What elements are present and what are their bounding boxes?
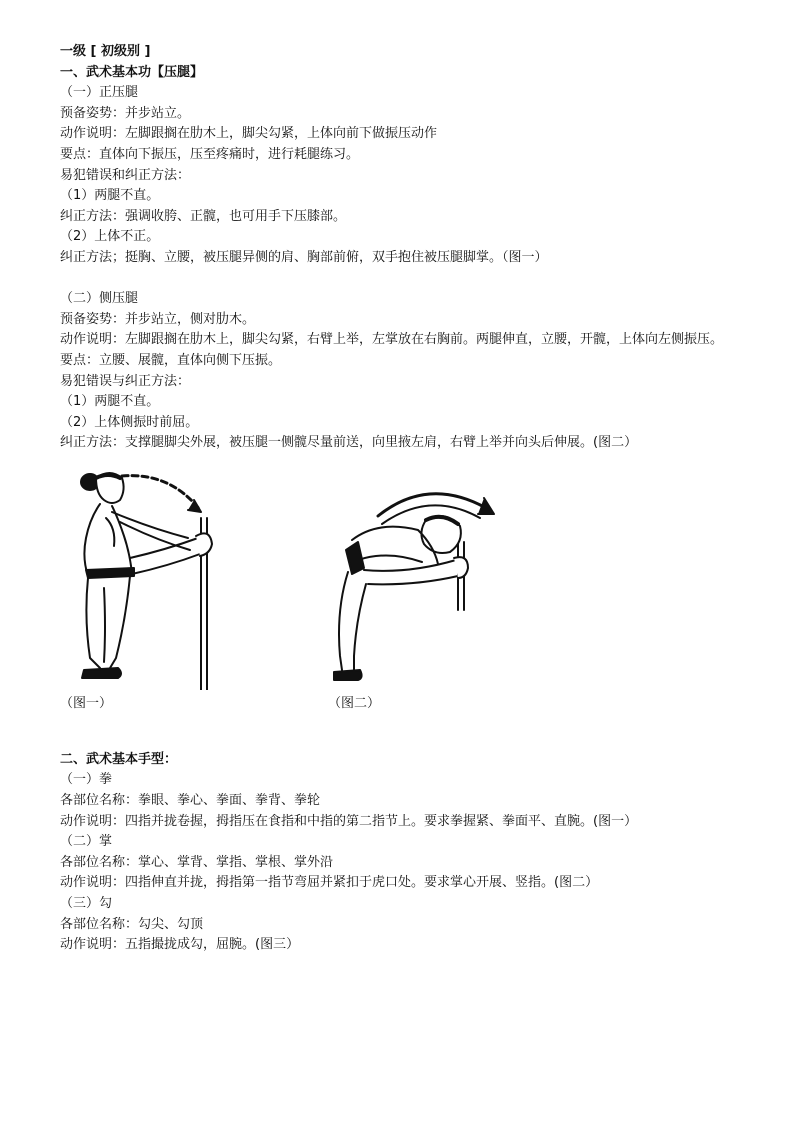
side-fix: 纠正方法：支撑腿脚尖外展，被压腿一侧髋尽量前送，向里掖左肩，右臂上举并向头后伸展。(图二） — [60, 435, 638, 451]
figure-1-caption: （图一） — [60, 695, 113, 711]
front-errors-title: 易犯错误和纠正方法： — [60, 167, 191, 183]
palm-parts: 各部位名称：掌心、掌背、掌指、掌根、掌外沿 — [60, 854, 334, 870]
palm-title: （二）掌 — [60, 834, 113, 850]
front-key: 要点：直体向下振压，压至疼痛时，进行耗腿练习。 — [60, 146, 360, 162]
side-error-1: （1）两腿不直。 — [60, 394, 160, 410]
front-error-2: （2）上体不正。 — [60, 229, 160, 245]
side-stretch-title: （二）侧压腿 — [60, 291, 139, 307]
figures-row — [60, 458, 750, 724]
spacer — [60, 269, 750, 290]
level-title: 一级 [ 初级别 ] — [60, 44, 151, 59]
side-action: 动作说明：左脚跟搁在肋木上，脚尖勾紧，右臂上举，左掌放在右胸前。两腿伸直，立腰，开髋，上体向左侧振压。 — [60, 332, 724, 348]
fist-title: （一）拳 — [60, 772, 113, 788]
front-leg-stretch-illustration — [60, 458, 240, 690]
front-prep: 预备姿势：并步站立。 — [60, 105, 191, 121]
front-action: 动作说明：左脚跟搁在肋木上，脚尖勾紧，上体向前下做振压动作 — [60, 126, 438, 142]
palm-action: 动作说明：四指伸直并拢，拇指第一指节弯屈并紧扣于虎口处。要求掌心开展、竖指。(图二） — [60, 875, 599, 891]
front-error-1: （1）两腿不直。 — [60, 188, 160, 204]
hook-action: 动作说明：五指撮拢成勾，屈腕。(图三） — [60, 937, 300, 953]
figure-2-caption: （图二） — [328, 695, 381, 711]
front-fix-2: 纠正方法；挺胸、立腰，被压腿异侧的肩、胸部前俯，双手抱住被压腿脚掌。（图一） — [60, 249, 548, 265]
side-leg-stretch-illustration — [318, 480, 528, 694]
section1-heading: 一、武术基本功【压腿】 — [60, 64, 204, 80]
side-error-2: （2）上体侧振时前屈。 — [60, 414, 199, 430]
front-stretch-title: （一）正压腿 — [60, 85, 139, 101]
side-errors-title: 易犯错误与纠正方法： — [60, 373, 191, 389]
hook-parts: 各部位名称：勾尖、勾顶 — [60, 916, 204, 932]
side-key: 要点：立腰、展髋，直体向侧下压振。 — [60, 352, 282, 368]
side-prep: 预备姿势：并步站立，侧对肋木。 — [60, 311, 256, 327]
document-page — [60, 42, 750, 956]
fist-parts: 各部位名称：拳眼、拳心、拳面、拳背、拳轮 — [60, 793, 321, 809]
section2-heading: 二、武术基本手型： — [60, 751, 178, 767]
spacer — [60, 724, 750, 750]
fist-action: 动作说明：四指并拢卷握，拇指压在食指和中指的第二指节上。要求拳握紧、拳面平、直腕。(图一） — [60, 813, 638, 829]
hook-title: （三）勾 — [60, 896, 113, 912]
front-fix-1: 纠正方法：强调收胯、正髋，也可用手下压膝部。 — [60, 208, 347, 224]
